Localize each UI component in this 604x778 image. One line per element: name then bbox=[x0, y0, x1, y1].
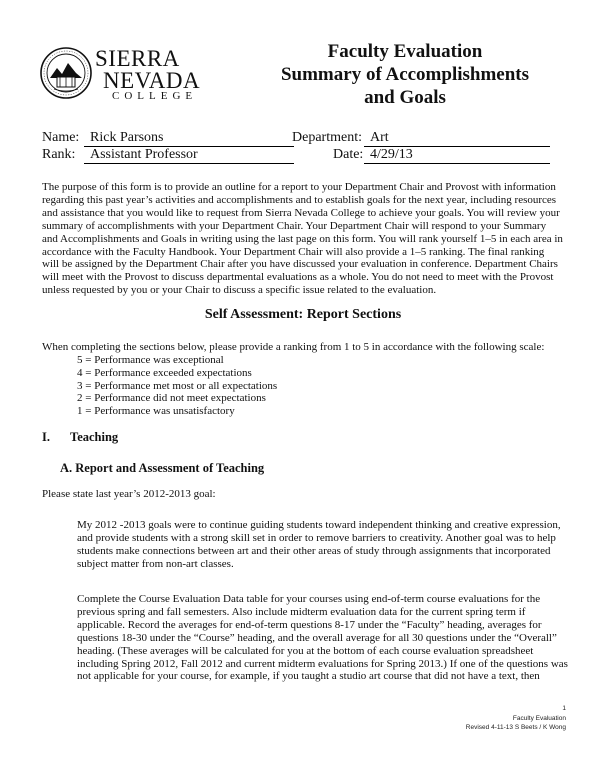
department-field[interactable]: Art bbox=[364, 130, 550, 147]
goal-answer[interactable]: My 2012 -2013 goals were to continue guiding students toward independent thinking and creative expression, and provide students with a strong skill set in order to remove barriers to creativity. Another goal was to help students make connections between art and their other areas of study through assignments that incorporated subject matter from non-art classes. bbox=[77, 519, 561, 570]
college-seal-icon bbox=[40, 47, 92, 99]
logo-line-1: SIERRA bbox=[95, 46, 180, 71]
rank-field[interactable]: Assistant Professor bbox=[84, 147, 294, 164]
intro-paragraph: The purpose of this form is to provide an outline for a report to your Department Chair and Provost with information regarding this past year’s activities and accomplishments and to establish goals for the next year, including resources and assistance that you would like to request from Sierra Nevada College to achieve your goals. You will review your summary of accomplishments with your Department Chair. Your Department Chair will respond to your Summary and Accomplishments and Goals in writing using the last page on this form. You will rank yourself 1–5 in each area in accordance with the Faculty Handbook. Your Department Chair will also provide a 1–5 ranking. The final ranking will be assigned by the Department Chair after you have discussed your evaluation in conference. Department Chairs will meet with the Provost to discuss departmental evaluations as a whole. You do not need to meet with the Provost unless requested by you or your Chair to discuss a specific issue related to the evaluation. bbox=[42, 181, 563, 297]
page-footer bbox=[466, 704, 566, 733]
title-line-3: and Goals bbox=[364, 87, 446, 108]
goal-prompt: Please state last year’s 2012-2013 goal: bbox=[42, 488, 216, 500]
college-logo bbox=[38, 44, 201, 104]
scale-item: 1 = Performance was unsatisfactory bbox=[77, 405, 235, 418]
scale-item: 3 = Performance met most or all expectations bbox=[77, 379, 278, 392]
ranking-scale-list bbox=[77, 354, 277, 418]
footer-revision: Revised 4-11-13 S Beets / K Wong bbox=[465, 724, 566, 731]
date-label: Date: bbox=[333, 147, 364, 162]
page-number: 1 bbox=[562, 705, 566, 712]
logo-line-3: COLLEGE bbox=[112, 90, 198, 102]
subsection-a-heading: A. Report and Assessment of Teaching bbox=[60, 461, 265, 475]
page-title bbox=[255, 40, 555, 109]
section-number: I. bbox=[42, 430, 50, 444]
title-line-1: Faculty Evaluation bbox=[327, 41, 483, 62]
title-line-2: Summary of Accomplishments bbox=[280, 64, 530, 85]
scale-intro: When completing the sections below, please provide a ranking from 1 to 5 in accordance with the following scale: bbox=[42, 341, 545, 353]
scale-item: 5 = Performance was exceptional bbox=[77, 354, 224, 366]
rank-label: Rank: bbox=[42, 147, 76, 162]
scale-item: 4 = Performance exceeded expectations bbox=[77, 366, 252, 379]
logo-line-2: NEVADA bbox=[103, 68, 201, 93]
date-field[interactable]: 4/29/13 bbox=[364, 147, 550, 164]
name-label: Name: bbox=[42, 130, 80, 145]
scale-item: 2 = Performance did not meet expectations bbox=[77, 392, 266, 405]
section-i-heading bbox=[42, 430, 118, 445]
department-label: Department: bbox=[292, 130, 362, 145]
section-title: Teaching bbox=[70, 430, 119, 444]
footer-doc-title: Faculty Evaluation bbox=[512, 714, 566, 722]
section-heading: Self Assessment: Report Sections bbox=[204, 307, 402, 322]
name-field[interactable]: Rick Parsons bbox=[84, 130, 294, 147]
instructions-paragraph: Complete the Course Evaluation Data table for your courses using end-of-term course evaluations for the previous spring and fall semesters. Also include midterm evaluation data for the current spring term if applicable. Record the averages for end-of-term questions 8-17 under the “Faculty” heading, averages for questions 18-30 under the “Course” heading, and the overall average for all 30 questions under the “Overall” heading. (These averages will be calculated for you at the bottom of each course evaluation spreadsheet including Spring 2012, Fall 2012 and current midterm evaluations for Spring 2013.) If one of the questions was not applicable for your course, for example, if you taught a studio art course that did not have a text, then bbox=[77, 593, 568, 683]
